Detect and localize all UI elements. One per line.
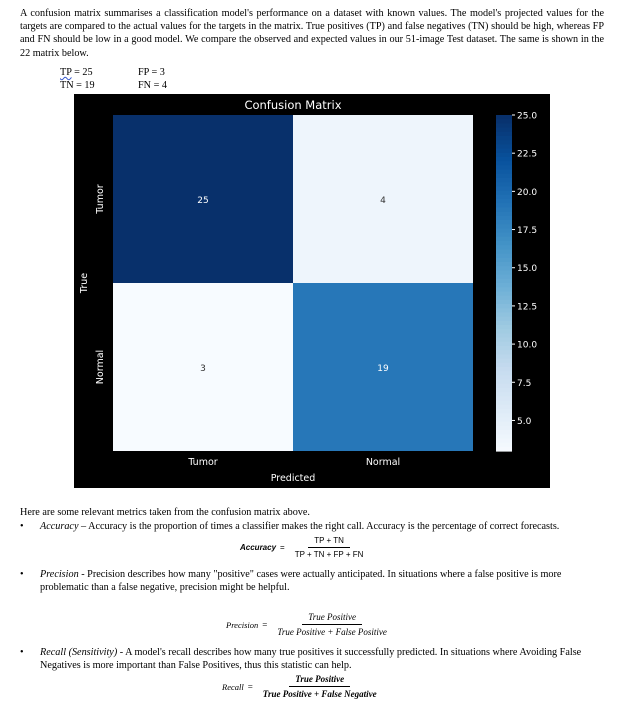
precision-denominator: True Positive + False Positive bbox=[277, 627, 387, 637]
accuracy-text: – Accuracy is the proportion of times a classifier makes the right call. Accuracy is the percentage of correct forecasts. bbox=[78, 521, 560, 532]
colorbar-segment bbox=[496, 333, 512, 338]
colorbar-segment bbox=[496, 220, 512, 225]
accuracy-denominator: TP + TN + FP + FN bbox=[294, 550, 364, 559]
colorbar-segment bbox=[496, 186, 512, 191]
fn-value: FN = 4 bbox=[138, 80, 167, 91]
precision-formula bbox=[226, 612, 393, 637]
colorbar-segment bbox=[496, 228, 512, 233]
colorbar-segment bbox=[496, 409, 512, 414]
y-tick-label: Tumor bbox=[95, 184, 106, 214]
colorbar-segment bbox=[496, 380, 512, 385]
tp-abbr: TP bbox=[60, 67, 72, 78]
colorbar-segment bbox=[496, 350, 512, 355]
colorbar-segment bbox=[496, 266, 512, 271]
colorbar-segment bbox=[496, 174, 512, 179]
colorbar-segment bbox=[496, 258, 512, 263]
colorbar-tick-label: 5.0 bbox=[517, 416, 532, 427]
confusion-matrix-chart bbox=[74, 94, 550, 488]
cell-value-label: 4 bbox=[380, 196, 386, 206]
colorbar-segment bbox=[496, 317, 512, 322]
colorbar-segment bbox=[496, 363, 512, 368]
precision-text: - Precision describes how many "positive" cases were actually anticipated. In situations where a false positive is more problematic than a false negative, precision might be helpful. bbox=[40, 569, 562, 593]
x-tick-label: Normal bbox=[365, 457, 401, 468]
bullet: • bbox=[20, 521, 24, 532]
recall-numerator: True Positive bbox=[289, 674, 350, 687]
colorbar-segment bbox=[496, 329, 512, 334]
accuracy-formula-eq: = bbox=[280, 543, 285, 552]
colorbar-segment bbox=[496, 300, 512, 305]
precision-formula-eq: = bbox=[262, 619, 268, 630]
precision-term: Precision bbox=[40, 569, 79, 580]
colorbar-segment bbox=[496, 165, 512, 170]
confusion-matrix-svg bbox=[74, 94, 550, 488]
colorbar-segment bbox=[496, 182, 512, 187]
bullet: • bbox=[20, 647, 24, 658]
colorbar-segment bbox=[496, 128, 512, 133]
colorbar-segment bbox=[496, 170, 512, 175]
colorbar-segment bbox=[496, 426, 512, 431]
colorbar-segment bbox=[496, 254, 512, 259]
colorbar-segment bbox=[496, 367, 512, 372]
colorbar-segment bbox=[496, 224, 512, 229]
colorbar-segment bbox=[496, 296, 512, 301]
colorbar-segment bbox=[496, 392, 512, 397]
colorbar-segment bbox=[496, 371, 512, 376]
colorbar-segment bbox=[496, 195, 512, 200]
colorbar-segment bbox=[496, 203, 512, 208]
colorbar-segment bbox=[496, 434, 512, 439]
colorbar-segment bbox=[496, 430, 512, 435]
precision-fraction bbox=[271, 612, 393, 637]
colorbar-segment bbox=[496, 241, 512, 246]
colorbar-segment bbox=[496, 275, 512, 280]
colorbar-segment bbox=[496, 338, 512, 343]
colorbar-segment bbox=[496, 443, 512, 448]
colorbar-segment bbox=[496, 270, 512, 275]
colorbar-tick-label: 7.5 bbox=[517, 378, 532, 389]
colorbar-segment bbox=[496, 161, 512, 166]
tp-value bbox=[60, 67, 93, 79]
precision-formula-lhs: Precision bbox=[226, 619, 259, 630]
colorbar-segment bbox=[496, 136, 512, 141]
colorbar-segment bbox=[496, 396, 512, 401]
chart-title: Confusion Matrix bbox=[244, 98, 342, 112]
recall-formula-eq: = bbox=[247, 681, 253, 692]
colorbar-segment bbox=[496, 346, 512, 351]
colorbar-segment bbox=[496, 123, 512, 128]
colorbar-segment bbox=[496, 249, 512, 254]
y-axis-label: True bbox=[79, 272, 90, 294]
colorbar-segment bbox=[496, 312, 512, 317]
colorbar-segment bbox=[496, 149, 512, 154]
recall-term: Recall (Sensitivity) bbox=[40, 647, 118, 658]
colorbar-segment bbox=[496, 245, 512, 250]
colorbar-tick-label: 17.5 bbox=[517, 226, 538, 237]
colorbar-segment bbox=[496, 144, 512, 149]
x-tick-label: Tumor bbox=[188, 457, 218, 468]
fp-value: FP = 3 bbox=[138, 67, 165, 78]
colorbar-segment bbox=[496, 359, 512, 364]
colorbar-segment bbox=[496, 388, 512, 393]
colorbar-segment bbox=[496, 199, 512, 204]
colorbar-segment bbox=[496, 321, 512, 326]
colorbar-segment bbox=[496, 178, 512, 183]
colorbar-segment bbox=[496, 413, 512, 418]
colorbar-tick-label: 10.0 bbox=[517, 340, 538, 351]
tp-rest: = 25 bbox=[71, 67, 93, 78]
colorbar-segment bbox=[496, 237, 512, 242]
accuracy-formula bbox=[240, 536, 369, 559]
colorbar-tick-label: 22.5 bbox=[517, 149, 538, 160]
colorbar-segment bbox=[496, 283, 512, 288]
colorbar-tick-label: 12.5 bbox=[517, 302, 538, 313]
colorbar-segment bbox=[496, 405, 512, 410]
colorbar-segment bbox=[496, 216, 512, 221]
accuracy-numerator: TP + TN bbox=[308, 536, 350, 548]
recall-formula bbox=[222, 674, 383, 699]
intro-paragraph: A confusion matrix summarises a classification model's performance on a dataset with known values. The model's projected values for the targets are compared to the actual values for the targets in the matrix. True positives (TP) and false negatives (TN) should be high, whereas FP and FN should be low in a good model. We compare the observed and expected values in our 51-image Test dataset. The same is shown in the 22 matrix below. bbox=[20, 8, 604, 59]
accuracy-term: Accuracy bbox=[40, 521, 79, 532]
colorbar-tick-label: 20.0 bbox=[517, 187, 538, 198]
colorbar-segment bbox=[496, 212, 512, 217]
x-axis-label: Predicted bbox=[270, 473, 316, 484]
colorbar-segment bbox=[496, 308, 512, 313]
cell-value-label: 25 bbox=[197, 196, 209, 206]
colorbar-segment bbox=[496, 157, 512, 162]
cell-value-label: 3 bbox=[200, 364, 206, 374]
colorbar-segment bbox=[496, 384, 512, 389]
colorbar-tick-label: 15.0 bbox=[517, 264, 538, 275]
precision-numerator: True Positive bbox=[302, 612, 362, 625]
colorbar-segment bbox=[496, 132, 512, 137]
colorbar-segment bbox=[496, 291, 512, 296]
colorbar-segment bbox=[496, 325, 512, 330]
cell-value-label: 19 bbox=[377, 364, 389, 374]
colorbar-segment bbox=[496, 304, 512, 309]
colorbar-segment bbox=[496, 422, 512, 427]
colorbar-segment bbox=[496, 140, 512, 145]
colorbar-segment bbox=[496, 447, 512, 452]
tn-value: TN = 19 bbox=[60, 80, 95, 91]
recall-denominator: True Positive + False Negative bbox=[262, 689, 377, 699]
colorbar-segment bbox=[496, 401, 512, 406]
metrics-lead-in: Here are some relevant metrics taken from the confusion matrix above. bbox=[20, 507, 310, 518]
bullet: • bbox=[20, 569, 24, 580]
colorbar-segment bbox=[496, 233, 512, 238]
accuracy-formula-lhs: Accuracy bbox=[240, 543, 277, 552]
recall-formula-lhs: Recall bbox=[222, 681, 244, 692]
colorbar-segment bbox=[496, 342, 512, 347]
colorbar-segment bbox=[496, 262, 512, 267]
colorbar-segment bbox=[496, 287, 512, 292]
colorbar-segment bbox=[496, 354, 512, 359]
colorbar-segment bbox=[496, 115, 512, 120]
accuracy-fraction bbox=[289, 536, 370, 559]
colorbar-segment bbox=[496, 375, 512, 380]
recall-fraction bbox=[257, 674, 383, 699]
colorbar-segment bbox=[496, 153, 512, 158]
y-tick-label: Normal bbox=[95, 349, 106, 385]
colorbar-segment bbox=[496, 417, 512, 422]
recall-text: - A model's recall describes how many true positives it successfully predicted. In situations where Avoiding False Negatives is more important than False Positives, thus this statistic can help. bbox=[40, 647, 582, 671]
colorbar-segment bbox=[496, 191, 512, 196]
colorbar-segment bbox=[496, 438, 512, 443]
colorbar-segment bbox=[496, 207, 512, 212]
colorbar-tick-label: 25.0 bbox=[517, 111, 538, 122]
colorbar-segment bbox=[496, 279, 512, 284]
colorbar-segment bbox=[496, 119, 512, 124]
